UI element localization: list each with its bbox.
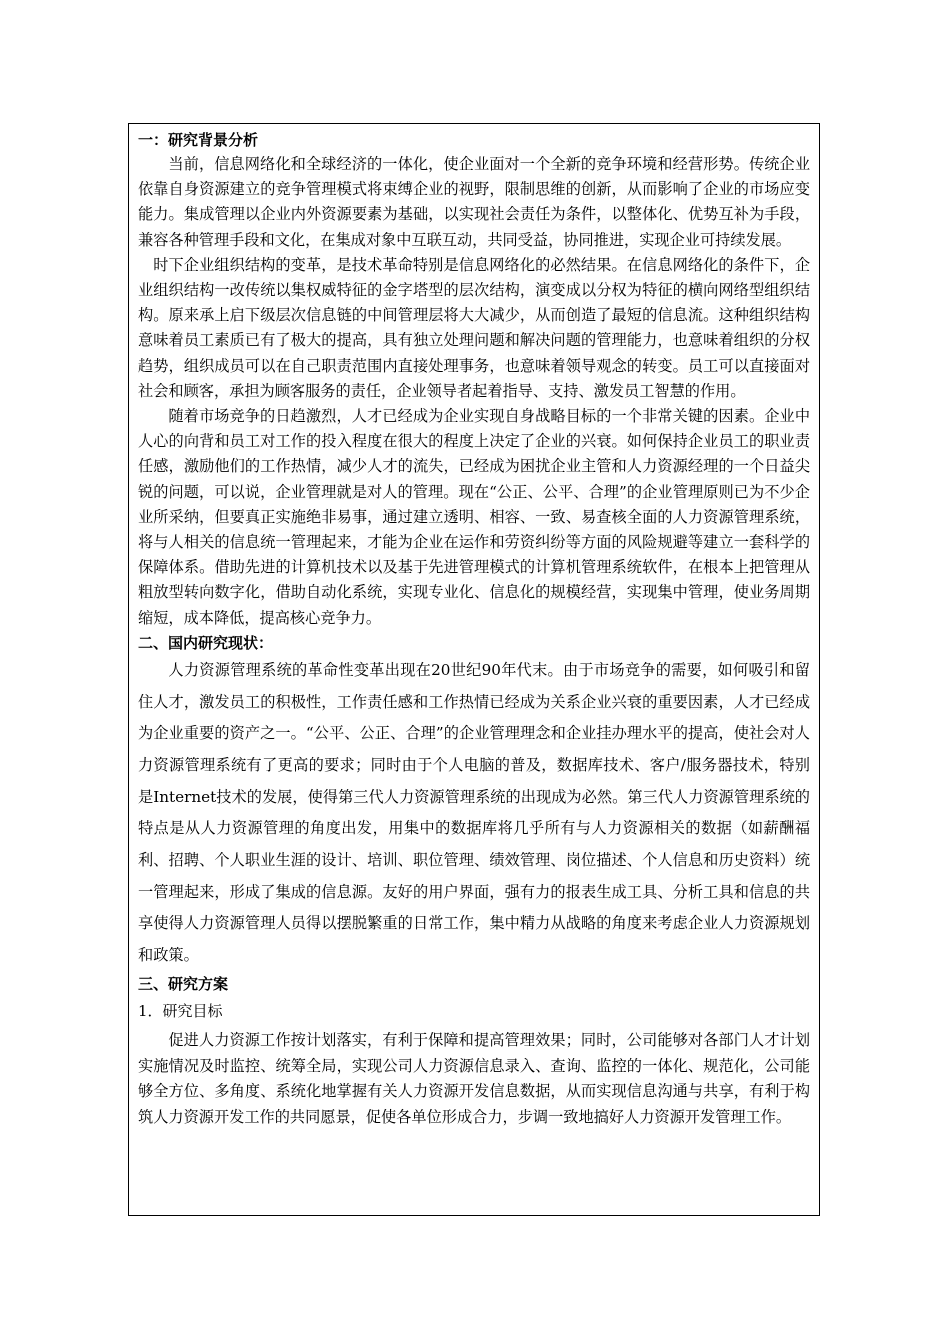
section-heading-domestic-status: 二、国内研究现状：: [138, 633, 274, 652]
paragraph: 随着市场竞争的日趋激烈，人才已经成为企业实现自身战略目标的一个非常关键的因素。企业中人心的向背和员工对工作的投入程度在很大的程度上决定了企业的兴衰。如何保持企业员工的职业责任感，激励他们的工作热情，减少人才的流失，已经成为困扰企业主管和人力资源经理的一个日益尖锐的问题，可以说，企业管理就是对人的管理。现在“公正、公平、合理”的企业管理原则已为不少企业所采纳，但要真正实施绝非易事，通过建立透明、相容、一致、易查核全面的人力资源管理系统，将与人相关的信息统一管理起来，才能为企业在运作和劳资纠纷等方面的风险规避等建立一套科学的保障体系。借助先进的计算机技术以及基于先进管理模式的计算机管理系统软件，在根本上把管理从粗放型转向数字化，借助自动化系统，实现专业化、信息化的规模经营，实现集中管理，使业务周期缩短，成本降低，提高核心竞争力。: [138, 407, 810, 627]
paragraph: 人力资源管理系统的革命性变革出现在20世纪90年代末。由于市场竞争的需要，如何吸引和留住人才，激发员工的积极性，工作责任感和工作热情已经成为关系企业兴衰的重要因素，人才已经成为企业重要的资产之一。“公平、公正、合理”的企业管理理念和企业挂办理水平的提高，使社会对人力资源管理系统有了更高的要求；同时由于个人电脑的普及，数据库技术、客户/服务器技术，特别是Internet技术的发展，使得第三代人力资源管理系统的出现成为必然。第三代人力资源管理系统的特点是从人力资源管理的角度出发，用集中的数据库将几乎所有与人力资源相关的数据（如薪酬福利、招聘、个人职业生涯的设计、培训、职位管理、绩效管理、岗位描述、个人信息和历史资料）统一管理起来，形成了集成的信息源。友好的用户界面，强有力的报表生成工具、分析工具和信息的共享使得人力资源管理人员得以摆脱繁重的日常工作，集中精力从战略的角度来考虑企业人力资源规划和政策。: [138, 660, 810, 965]
paragraph: 促进人力资源工作按计划落实，有利于保障和提高管理效果；同时，公司能够对各部门人才计划实施情况及时监控、统筹全局，实现公司人力资源信息录入、查询、监控的一体化、规范化，公司能够全方位、多角度、系统化地掌握有关人力资源开发信息数据，从而实现信息沟通与共享，有利于构筑人力资源开发工作的共同愿景，促使各单位形成合力，步调一致地搞好人力资源开发管理工作。: [138, 1030, 810, 1126]
paragraph: 当前，信息网络化和全球经济的一体化，使企业面对一个全新的竞争环境和经营形势。传统企业依靠自身资源建立的竞争管理模式将束缚企业的视野，限制思维的创新，从而影响了企业的市场应变能力。集成管理以企业内外资源要素为基础，以实现社会责任为条件，以整体化、优势互补为手段，兼容各种管理手段和文化，在集成对象中互联互动，共同受益，协同推进，实现企业可持续发展。: [138, 155, 810, 249]
section-heading-background: 一：研究背景分析: [138, 131, 259, 149]
section-heading-research-plan: 三、研究方案: [138, 974, 229, 993]
document-table-cell: [128, 123, 820, 1216]
subsection-heading-research-goal: 1．研究目标: [138, 1001, 223, 1020]
paragraph: 时下企业组织结构的变革，是技术革命特别是信息网络化的必然结果。在信息网络化的条件下，企业组织结构一改传统以集权威特征的金字塔型的层次结构，演变成以分权为特征的横向网络型组织结构。原来承上启下级层次信息链的中间管理层将大大减少，从而创造了最短的信息流。这种组织结构意味着员工素质已有了极大的提高，具有独立处理问题和解决问题的管理能力，也意味着组织的分权趋势，组织成员可以在自己职责范围内直接处理事务，也意味着领导观念的转变。员工可以直接面对社会和顾客，承担为顾客服务的责任，企业领导者起着指导、支持、激发员工智慧的作用。: [138, 255, 810, 400]
